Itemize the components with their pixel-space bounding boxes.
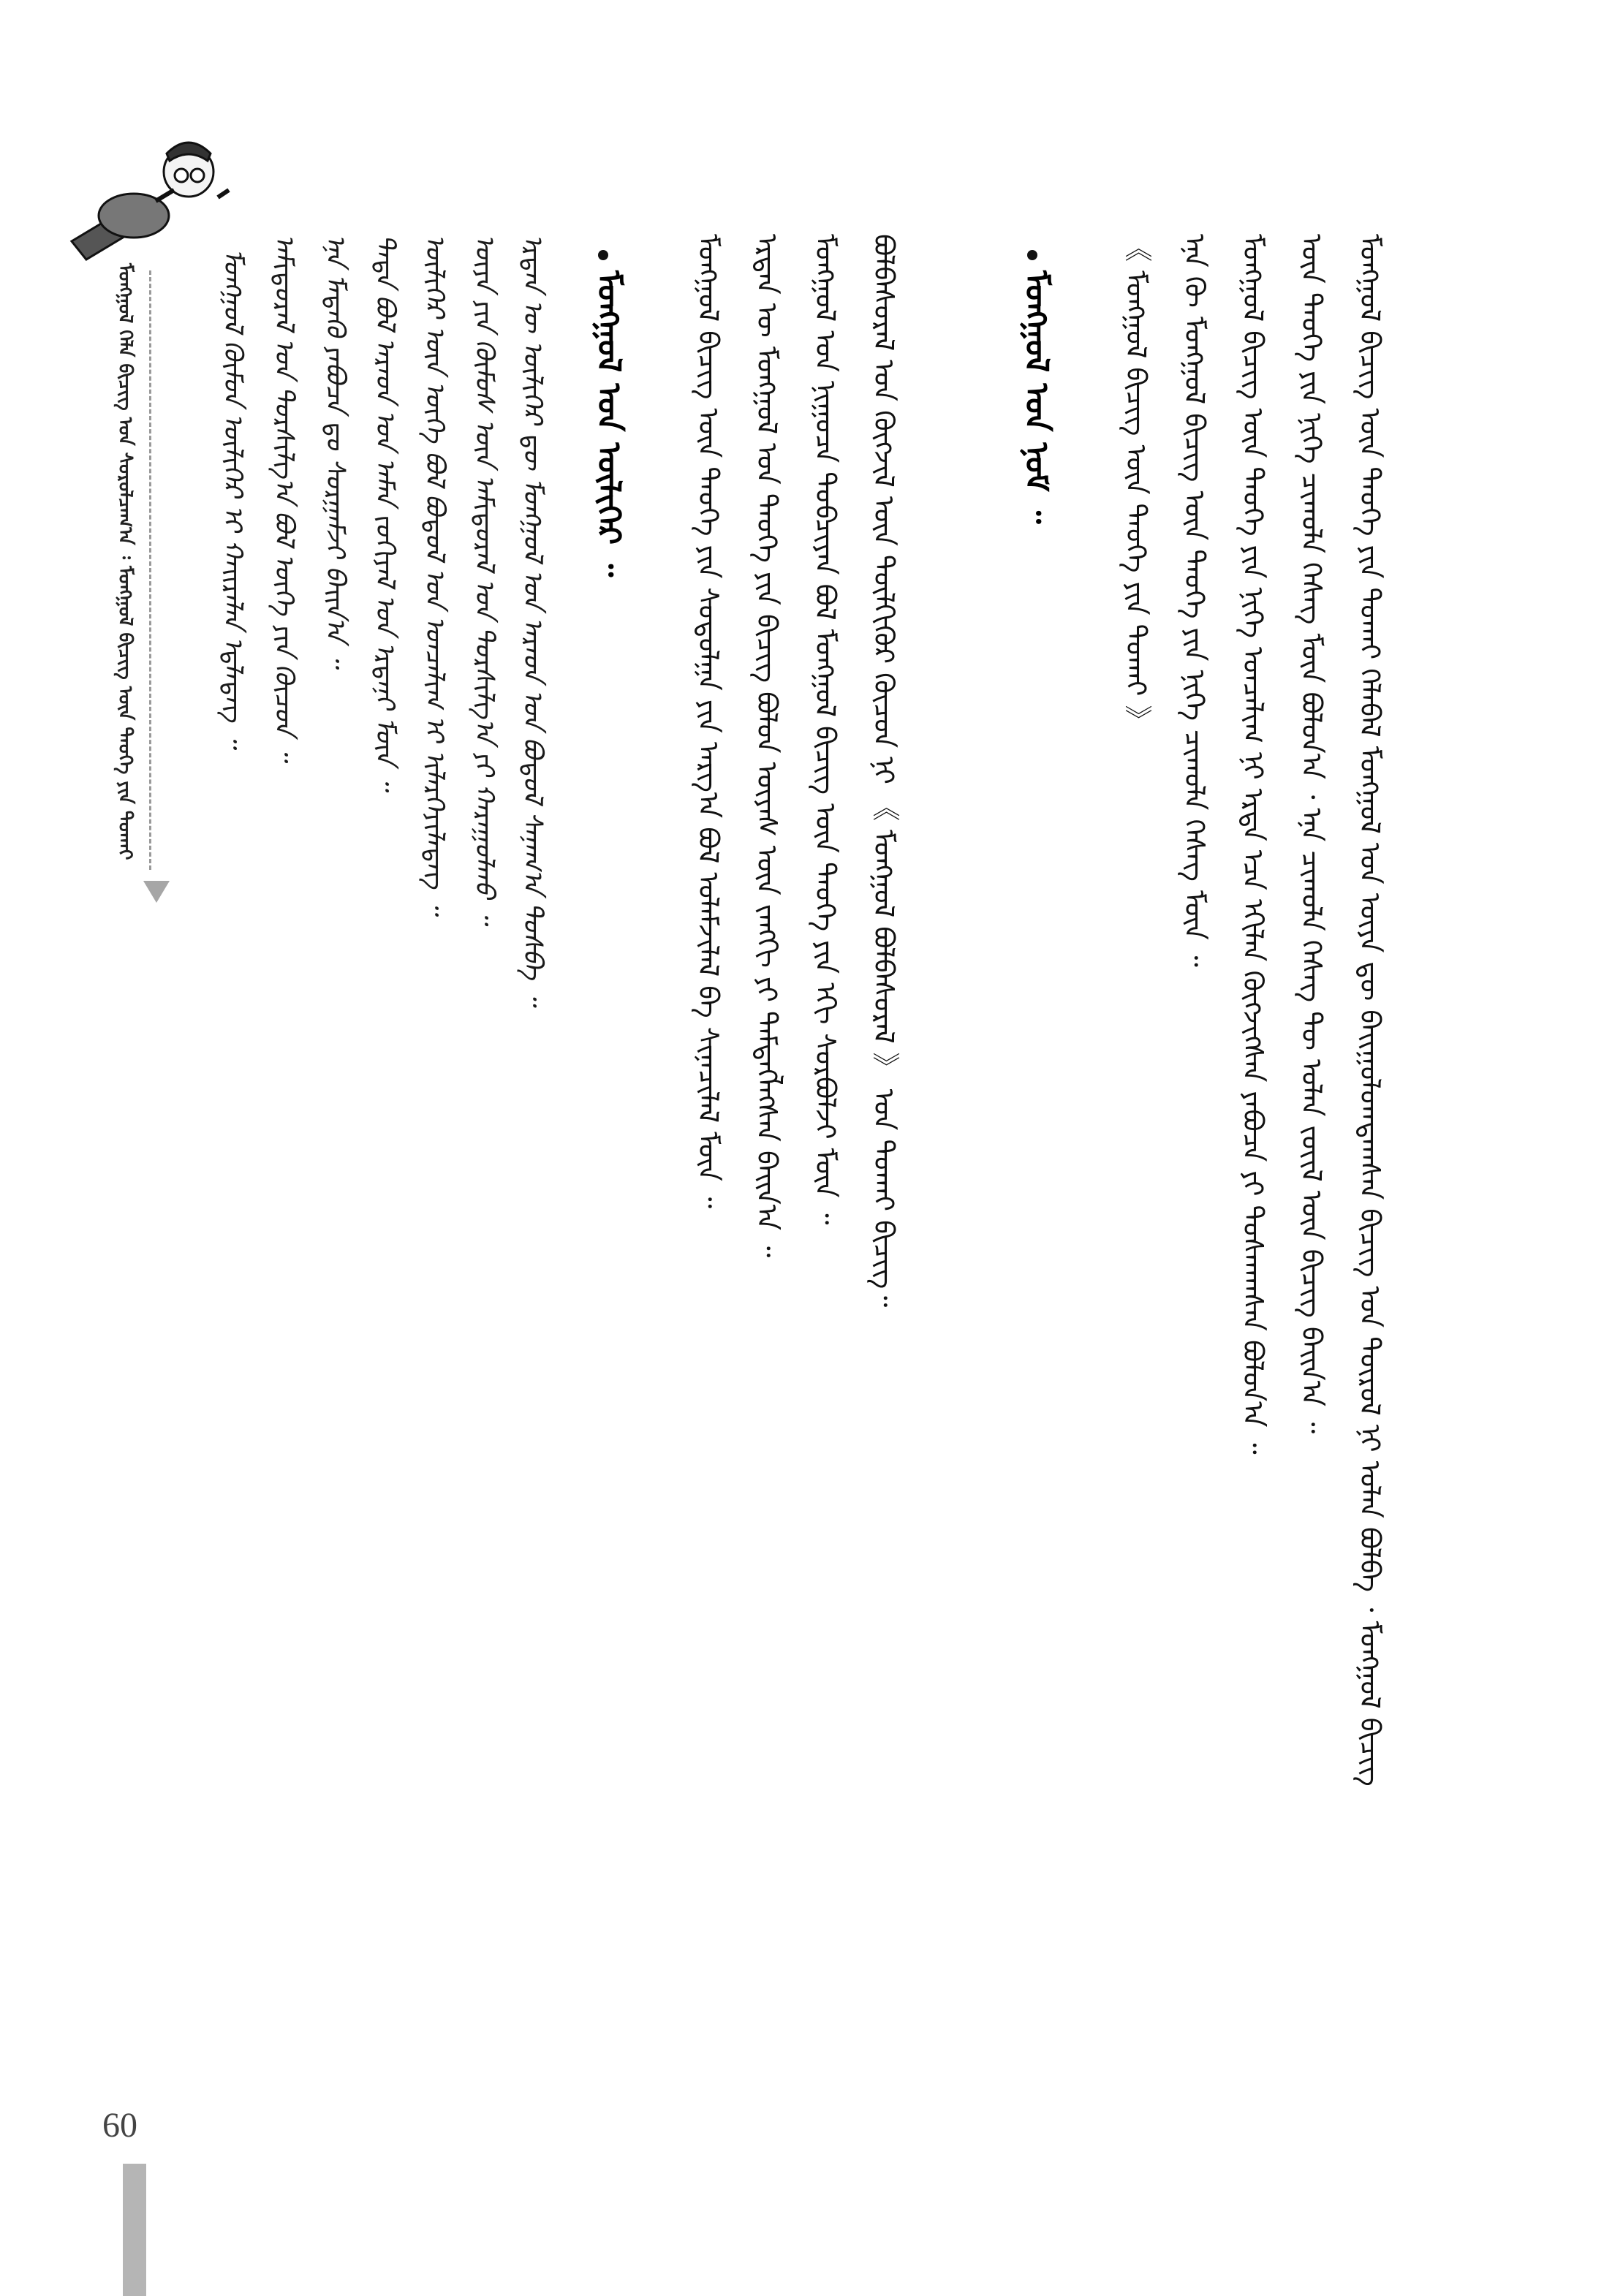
section-heading-2: ᠮᠣᠩᠭᠣᠯ ᠤᠨ ᠦᠯᠢᠭᠡᠷ ᠃ [590,270,627,577]
poem-line: ᠮᠣᠩᠭᠣᠯ ᠬᠦᠮᠦᠨ ᠦᠯᠢᠭᠡᠷ ᠢ ᠬᠠᠢᠷᠠᠯᠠᠨ ᠡᠳ᠋ᠯᠡᠳᠡᠭ ᠃ [218,249,248,748]
heading-bullet [598,250,608,260]
section-heading-1: ᠮᠣᠩᠭᠣᠯ ᠤᠨ ᠨᠣᠮ ᠃ [1018,270,1055,524]
header-arrow-icon [143,881,170,903]
paragraph-1-line: ᠦᠨ ᠲᠡᠦᠬᠡ ᠶᠢᠨ ᠨᠢᠭᠡ ᠴᠢᠬᠤᠯᠠ ᠬᠡᠰᠡᠭ ᠮᠥᠨ ᠪᠣᠯᠤᠨ᠎ᠠ ᠂ ᠡᠨᠡ ᠴᠢᠬᠤᠯᠠ ᠬᠡᠰᠡᠭ ᠲᠦ ᠣᠯᠠᠨ ᠵᠦᠢᠯ ᠦᠨ ᠪᠢᠴᠢᠭ ᠪᠠᠢᠨ᠎ᠠ ᠃ [1295,234,1328,1434]
page-edge-tab [123,2164,146,2296]
paragraph-1-line: ᠮᠣᠩᠭᠣᠯ ᠪᠢᠴᠢᠭ ᠦᠨ ᠲᠡᠦᠬᠡ ᠶᠢᠨ ᠲᠤᠬᠠᠢ ᠬᠡᠯᠡᠪᠡᠯ ᠮᠣᠩᠭᠣᠯ ᠤᠨ ᠦᠶᠡ ᠳᠦ ᠪᠠᠢᠭᠤᠯᠤᠭᠳᠠᠭᠰᠠᠨ ᠪᠢᠴᠢᠭ ᠤᠨ ᠲᠦᠷᠦᠯ ᠨᠢ ᠣᠯᠠᠨ ᠪᠣᠯᠪᠠ ᠂ ᠮᠣᠩᠭᠣᠯ ᠪᠢᠴᠢᠭ [1354,234,1386,1787]
mascot-illustration [64,132,232,270]
poem-line: ᠡᠨᠡ ᠮᠡᠳᠡᠬᠦ ᠶᠠᠪᠤᠴᠠ ᠳᠤ ᠰᠤᠷᠭᠠᠮᠵᠢ ᠪᠠᠢᠨ᠎ᠠ ᠃ [320,234,350,667]
poem-line: ᠠᠮᠢᠳᠤᠷᠠᠯ ᠤᠨ ᠲᠤᠷᠰᠢᠯᠭ᠎ᠠ ᠪᠣᠯ ᠦᠭᠡ ᠶᠢᠨ ᠬᠦᠴᠦᠨ ᠃ [269,234,299,761]
page-number: 60 [102,2106,137,2145]
paragraph-1-line: 《 ᠮᠣᠩᠭᠣᠯ ᠪᠢᠴᠢᠭ ᠦᠨ ᠲᠡᠦᠬᠡ ᠶᠢᠨ ᠲᠤᠬᠠᠢ 》 [1120,234,1152,733]
header-dashed-rule [149,270,151,870]
poem-line: ᠡᠷᠲᠡᠨ ᠦ ᠦᠯᠢᠭᠡᠷ ᠳᠦ ᠮᠣᠩᠭᠣᠯ ᠤᠨ ᠠᠷᠠᠳ ᠤᠨ ᠪᠣᠳᠤᠯ ᠰᠠᠨᠠᠭ᠎ᠠ ᠲᠤᠰᠪᠠ ᠃ [518,234,548,1006]
poem-line: ᠦᠶᠡ ᠶᠢᠨ ᠬᠦᠮᠦᠰ ᠦᠨ ᠠᠮᠢᠳᠤᠷᠠᠯ ᠤᠨ ᠲᠤᠷᠰᠢᠯᠭ᠎ᠠ ᠶᠢ ᠬᠠᠷᠠᠭᠤᠯᠬᠤ ᠃ [469,234,499,924]
paragraph-1-line: ᠡᠨᠡ ᠬᠦ ᠮᠣᠩᠭᠣᠯ ᠪᠢᠴᠢᠭ ᠦᠨ ᠲᠡᠦᠬᠡ ᠶᠢᠨ ᠨᠢᠭᠡ ᠴᠢᠬᠤᠯᠠ ᠬᠡᠰᠡᠭ ᠮᠥᠨ ᠃ [1179,234,1211,967]
poem-line: ᠦᠯᠢᠭᠡᠷ ᠦᠨ ᠦᠭᠡ ᠪᠣᠯ ᠪᠣᠳᠤᠯ ᠤᠨ ᠣᠨᠴᠠᠯᠢᠭ ᠢ ᠢᠯᠡᠷᠬᠡᠶᠢᠯᠡᠳᠡᠭ ᠃ [420,234,450,914]
paragraph-2-line: ᠡᠷᠲᠡᠨ ᠦ ᠮᠣᠩᠭᠣᠯ ᠤᠨ ᠲᠡᠦᠬᠡ ᠶᠢᠨ ᠪᠢᠴᠢᠭ ᠪᠣᠯᠤᠨ ᠦᠶᠡᠰ ᠦᠨ ᠵᠠᠩᠭᠢ ᠶᠢ ᠲᠡᠮᠳᠡᠭᠯᠡᠭᠰᠡᠨ ᠪᠠᠢᠨ᠎ᠠ ᠃ [751,234,783,1258]
poem-line: ᠲᠡᠳᠡ ᠪᠣᠯ ᠠᠷᠠᠳ ᠤᠨ ᠠᠮᠠᠨ ᠵᠣᠬᠢᠶᠠᠯ ᠤᠨ ᠡᠷᠳᠡᠨᠢ ᠮᠥᠨ ᠃ [370,234,400,790]
paragraph-2-line: ᠮᠣᠩᠭᠣᠯ ᠪᠢᠴᠢᠭ ᠦᠨ ᠲᠡᠦᠬᠡ ᠶᠢᠨ ᠰᠤᠳᠤᠯᠭᠠ ᠶᠢᠨ ᠠᠷᠭ᠎ᠠ ᠪᠣᠯ ᠤᠯᠠᠮᠵᠢᠯᠠᠯ ᠪᠠ ᠰᠢᠨᠡᠴᠢᠯᠡᠯ ᠮᠥᠨ ᠃ [692,234,725,1209]
running-header: ᠮᠣᠩᠭᠣᠯ ᠬᠡᠯᠡ ᠪᠢᠴᠢᠭ ᠤᠨ ᠰᠤᠷᠤᠯᠴᠠᠭ᠎ᠠ ᠄ ᠮᠣᠩᠭᠣᠯ ᠪᠢᠴᠢᠭ ᠦᠨ ᠲᠡᠦᠬᠡ ᠶᠢᠨ ᠲᠤᠬᠠᠢ [114,263,136,860]
paragraph-2-line: ᠪᠣᠯᠪᠠᠰᠤᠷᠠᠯ ᠤᠨ ᠬᠥᠭᠵᠢᠯ ᠦᠨ ᠲᠦᠯᠬᠢᠭᠦᠷ ᠬᠦᠴᠦᠨ ᠨᠢ 《 ᠮᠣᠩᠭᠣᠯ ᠪᠣᠯᠪᠠᠰᠤᠷᠠᠯ 》 ᠤᠨ ᠲᠤᠬᠠᠢ ᠪᠢᠴᠢᠭ᠃ [868,234,900,1308]
paragraph-2-line: ᠮᠣᠩᠭᠣᠯ ᠤᠨ ᠨᠢᠭᠤᠴᠠ ᠲᠣᠪᠴᠢᠶᠠᠨ ᠪᠣᠯ ᠮᠣᠩᠭᠣᠯ ᠪᠢᠴᠢᠭ ᠦᠨ ᠲᠡᠦᠬᠡ ᠶᠢᠨ ᠡᠬᠢ ᠰᠤᠷᠪᠤᠯᠵᠢ ᠮᠥᠨ ᠃ [809,234,841,1225]
paragraph-1-line: ᠮᠣᠩᠭᠣᠯ ᠪᠢᠴᠢᠭ ᠦᠨ ᠲᠡᠦᠬᠡ ᠶᠢᠨ ᠨᠢᠭᠡ ᠣᠨᠴᠠᠯᠢᠭ ᠨᠢ ᠡᠷᠲᠡ ᠡᠴᠡ ᠡᠬᠢᠯᠡᠨ ᠬᠥᠭᠵᠢᠭᠰᠡᠨ ᠶᠠᠪᠤᠴᠠ ᠶᠢ ᠲᠤᠰᠬᠠᠭᠰᠠᠨ ᠪᠣᠯᠤᠨ᠎ᠠ ᠃ [1237,234,1269,1455]
heading-bullet [1027,250,1037,260]
